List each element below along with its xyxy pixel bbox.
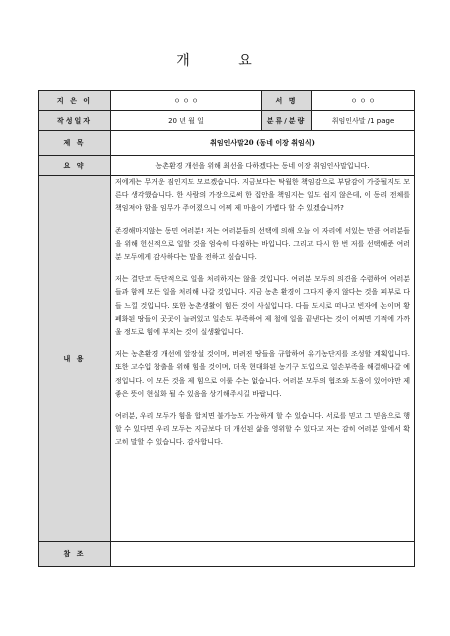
content-label: 내 용 xyxy=(39,176,111,542)
content-paragraph-4: 저는 농촌환경 개선에 앞장설 것이며, 버려진 땅들을 규합하여 유기농단지를 조성할 계획입니다. 또한 고수입 창출을 위해 힘을 것이며, 더욱 현대화된 농기구 도입으로 일손부족을 해결해나갈 예정입니다. 이 모든 것을 제 힘으로 이룰 수는 없습니다. 여러분 모두의 협조와 도움이 있어야만 제 좋은 뜻이 현실화 될 수 있음을 상기해주시길 바랍니다. xyxy=(115,350,410,398)
signer-value: ㅇ ㅇ ㅇ xyxy=(312,91,415,111)
speaker-value: ㅇ ㅇ ㅇ xyxy=(111,91,262,111)
note-label: 참 조 xyxy=(39,542,111,567)
summary-label: 요 약 xyxy=(39,156,111,176)
signer-label: 서 명 xyxy=(262,91,312,111)
date-label: 작성일자 xyxy=(39,111,111,131)
summary-value: 농촌환경 개선을 위해 최선을 다하겠다는 동네 이장 취임인사말입니다. xyxy=(111,156,415,176)
summary-row xyxy=(39,156,415,176)
overview-form xyxy=(38,90,415,567)
note-row xyxy=(39,542,415,567)
speaker-row xyxy=(39,91,415,111)
content-paragraph-5: 여러분, 우리 모두가 힘을 합치면 불가능도 가능하게 할 수 있습니다. 서로를 믿고 그 믿음으로 행할 수 있다면 우리 모두는 지금보다 더 개선된 삶을 영위할 수 있다고 저는 감히 여러분 앞에서 확고히 말할 수 있습니다. 감사합니다. xyxy=(115,412,410,447)
date-row xyxy=(39,111,415,131)
content-paragraph-3: 저는 결단코 독단적으로 일을 처리하지는 않을 것입니다. 여러분 모두의 의견을 수렴하여 여러분들과 함께 모든 일을 처리해 나갈 것입니다. 지금 농촌 환경이 그다지 좋지 않다는 것을 피부로 다들 느낄 것입니다. 또한 농촌생활이 힘든 것이 사실입니다. 다들 도시로 떠나고 빈자에 논이며 황폐화된 땅들이 곳곳이 늘려있고 일손도 부족하여 제 철에 일을 끝낸다는 것이 어쩌면 기적에 가까울 정도로 힘에 부치는 것이 실생활입니다. xyxy=(115,275,410,337)
subject-label: 제 목 xyxy=(39,131,111,156)
content-row xyxy=(39,176,415,542)
document-title: 개 요 xyxy=(176,53,274,69)
category-label: 분류/분량 xyxy=(262,111,312,131)
subject-value: 취임인사말20 (동네 이장 취임식) xyxy=(111,131,415,156)
content-paragraph-1: 저에게는 무거운 짐인지도 모르겠습니다. 지금보다는 탁월한 책임감으로 부담감이 가중될지도 모른다 생각했습니다. 한 사람의 가장으로써 한 집안을 책임지는 일도 쉽지 않은데, 이 동리 전체를 책임져야 함을 임무가 주어졌으니 어찌 제 마음이 가볍다 할 수 있겠습니까? xyxy=(115,178,410,213)
speaker-label: 지 은 이 xyxy=(39,91,111,111)
note-value xyxy=(111,542,415,567)
category-value: 취임인사말 /1 page xyxy=(312,111,415,131)
date-value: 20 년 월 일 xyxy=(111,111,262,131)
content-paragraph-2: 존경해마지않는 동민 여러분! 저는 여러분들의 선택에 의해 오늘 이 자리에 서있는 만큼 여러분들을 위해 헌신적으로 일할 것을 엄숙히 다짐하는 바입니다. 그리고 다시 한 번 저를 선택해준 여러분 모두에게 감사하다는 말을 전하고 싶습니다. xyxy=(115,226,410,262)
subject-row xyxy=(39,131,415,156)
content-body xyxy=(111,176,415,542)
